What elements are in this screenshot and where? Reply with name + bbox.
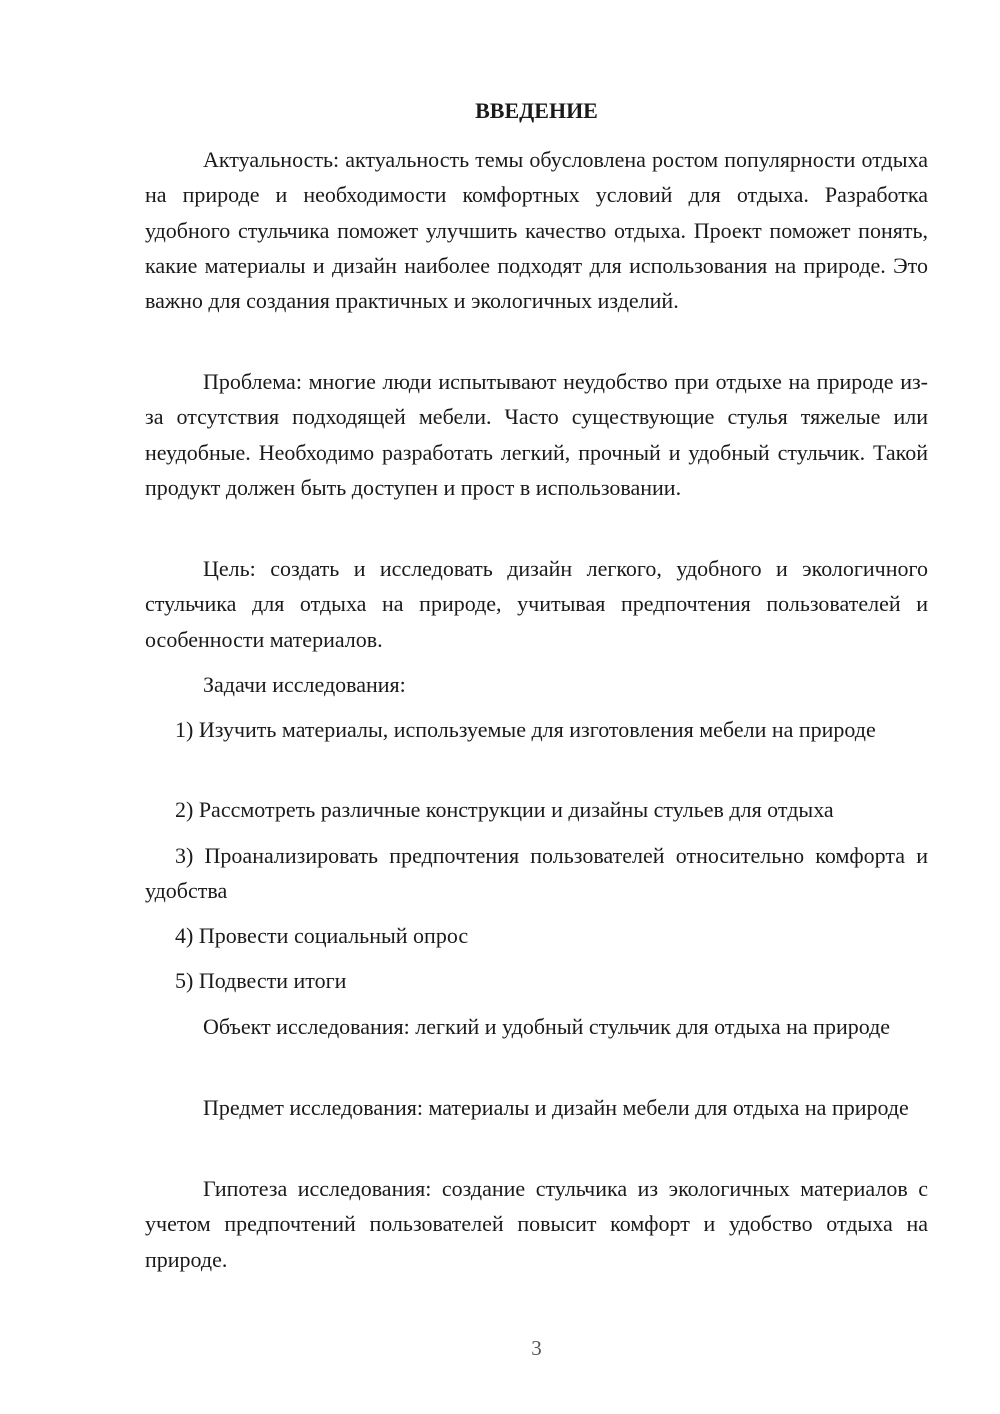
paragraph-tasks-title: Задачи исследования: bbox=[203, 672, 406, 697]
list-item-task-2: 2) Рассмотреть различные конструкции и дизайны стульев для отдыха bbox=[175, 797, 834, 822]
list-item-task-5: 5) Подвести итоги bbox=[175, 968, 347, 993]
paragraph-problem: Проблема: многие люди испытывают неудобство при отдыхе на природе из-за отсутствия подходящей мебели. Часто существующие стулья тяжелые или неудобные. Необходимо разработать легкий, прочный и удобный стульчик. Такой продукт должен быть доступен и прост в использовании. bbox=[145, 369, 928, 500]
list-item-task-1: 1) Изучить материалы, используемые для изготовления мебели на природе bbox=[175, 717, 876, 742]
paragraph-relevance: Актуальность: актуальность темы обусловлена ростом популярности отдыха на природе и необходимости комфортных условий для отдыха. Разработка удобного стульчика поможет улучшить качество отдыха. Проект поможет понять, какие материалы и дизайн наиболее подходят для использования на природе. Это важно для создания практичных и экологичных изделий. bbox=[145, 147, 928, 314]
page-title: ВВЕДЕНИЕ bbox=[475, 98, 598, 123]
paragraph-subject: Предмет исследования: материалы и дизайн мебели для отдыха на природе bbox=[203, 1095, 909, 1120]
paragraph-goal: Цель: создать и исследовать дизайн легкого, удобного и экологичного стульчика для отдыха на природе, учитывая предпочтения пользователей и особенности материалов. bbox=[145, 556, 928, 652]
paragraph-object: Объект исследования: легкий и удобный стульчик для отдыха на природе bbox=[203, 1014, 891, 1039]
list-item-task-3: 3) Проанализировать предпочтения пользователей относительно комфорта и удобства bbox=[145, 843, 928, 904]
list-item-task-4: 4) Провести социальный опрос bbox=[175, 923, 469, 948]
page-number: 3 bbox=[531, 1336, 542, 1360]
paragraph-hypothesis: Гипотеза исследования: создание стульчика из экологичных материалов с учетом предпочтений пользователей повысит комфорт и удобство отдыха на природе. bbox=[145, 1176, 928, 1272]
